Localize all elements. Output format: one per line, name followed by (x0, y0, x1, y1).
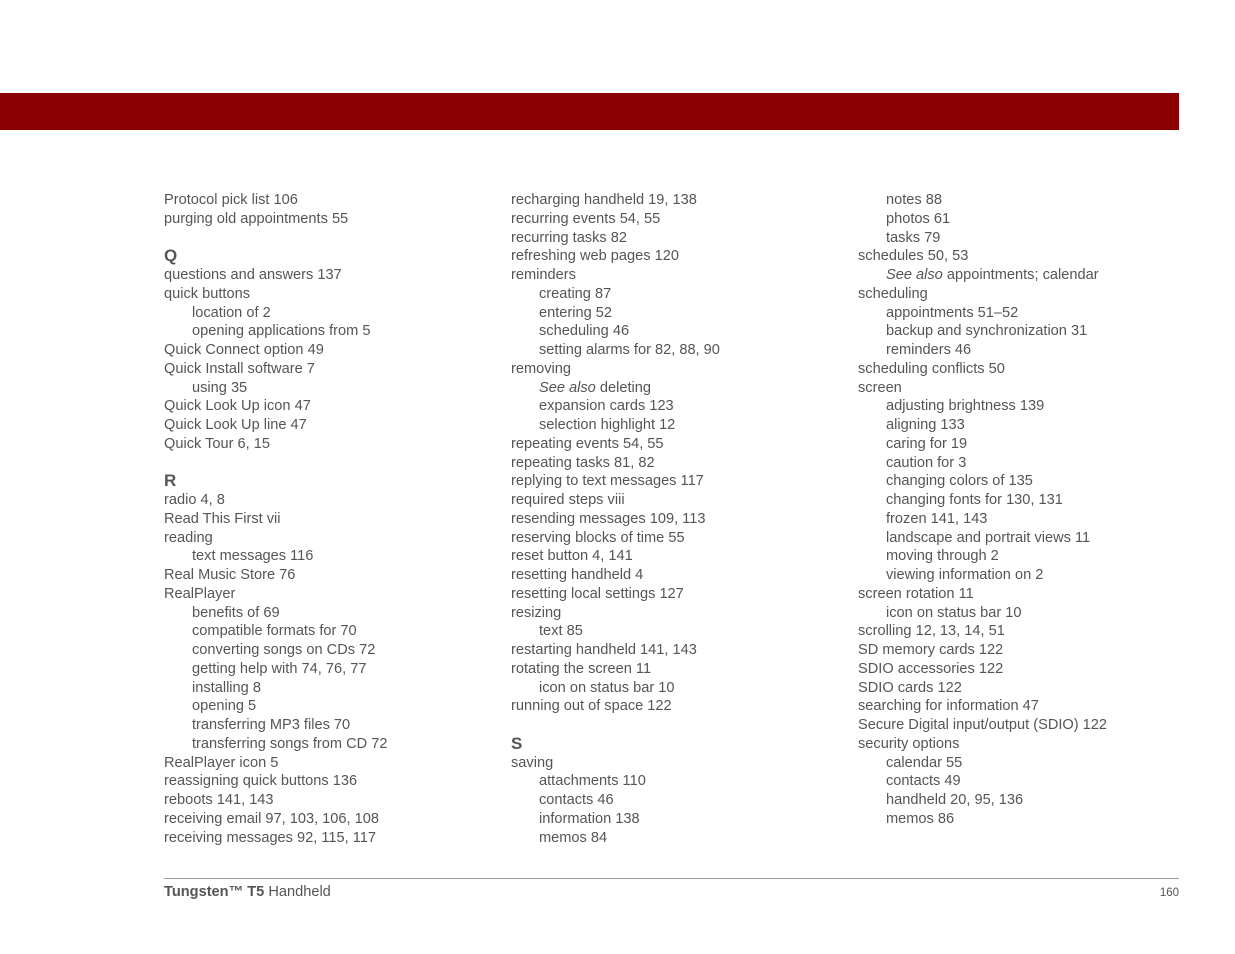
page-number: 160 (1159, 887, 1179, 899)
index-entry: reboots 141, 143 (164, 792, 274, 808)
index-entry: radio 4, 8 (164, 492, 225, 508)
index-subentry: reminders 46 (886, 342, 972, 358)
index-entry: screen rotation 11 (858, 585, 974, 602)
index-entry: quick buttons (164, 285, 250, 302)
index-entry: resending messages 109, 113 (511, 510, 706, 527)
index-subentry: contacts 49 (886, 773, 961, 790)
index-subentry: changing fonts for 130, 131 (886, 492, 1063, 508)
index-subentry (858, 266, 1198, 285)
index-subentry: creating 87 (539, 285, 612, 302)
index-subentry: icon on status bar 10 (886, 604, 1022, 621)
index-subentry: scheduling 46 (539, 323, 630, 340)
index-subentry: transferring MP3 files 70 (192, 717, 351, 733)
index-subentry: converting songs on CDs 72 (192, 642, 376, 658)
index-entry: receiving messages 92, 115, 117 (164, 829, 377, 846)
index-spacer (164, 229, 504, 248)
index-entry: Secure Digital input/output (SDIO) 122 (858, 717, 1108, 733)
index-entry: RealPlayer icon 5 (164, 754, 279, 771)
index-entry: Quick Look Up line 47 (164, 417, 307, 433)
index-entry: recurring tasks 82 (511, 229, 627, 246)
index-entry: running out of space 122 (511, 698, 672, 715)
index-subentry: contacts 46 (539, 792, 614, 808)
index-subentry: getting help with 74, 76, 77 (192, 660, 367, 677)
index-entry: Quick Look Up icon 47 (164, 398, 311, 415)
index-entry: SDIO cards 122 (858, 679, 962, 696)
index-letter-heading: R (164, 471, 177, 491)
index-letter-heading: Q (164, 246, 178, 266)
index-subentry: calendar 55 (886, 754, 963, 771)
index-subentry: transferring songs from CD 72 (192, 735, 388, 752)
index-entry: reset button 4, 141 (511, 548, 633, 565)
index-entry: searching for information 47 (858, 698, 1039, 715)
index-entry: repeating events 54, 55 (511, 435, 664, 452)
index-entry: reading (164, 529, 213, 546)
index-subentry: selection highlight 12 (539, 417, 676, 433)
index-entry: scheduling conflicts 50 (858, 360, 1005, 377)
index-subentry: photos 61 (886, 210, 951, 227)
index-subentry: moving through 2 (886, 548, 999, 565)
index-entry: Protocol pick list 106 (164, 192, 298, 208)
index-subentry: expansion cards 123 (539, 398, 674, 415)
index-subentry: location of 2 (192, 304, 271, 321)
index-entry: recurring events 54, 55 (511, 210, 661, 227)
index-subentry: landscape and portrait views 11 (886, 529, 1091, 546)
index-subentry: caring for 19 (886, 435, 968, 452)
index-entry: recharging handheld 19, 138 (511, 192, 697, 208)
index-subentry: appointments 51–52 (886, 304, 1019, 321)
index-spacer (511, 716, 851, 735)
index-entry: resizing (511, 604, 562, 621)
index-subentry: caution for 3 (886, 454, 967, 471)
index-subentry: backup and synchronization 31 (886, 323, 1088, 340)
index-subentry: installing 8 (192, 679, 261, 696)
index-entry: Quick Install software 7 (164, 360, 315, 377)
index-entry: reserving blocks of time 55 (511, 529, 685, 546)
index-entry: purging old appointments 55 (164, 210, 349, 227)
index-entry-text: appointments; calendar (946, 267, 1099, 283)
index-entry: security options (858, 735, 960, 752)
index-subentry: attachments 110 (539, 773, 646, 790)
index-entry: RealPlayer (164, 585, 236, 602)
index-subentry: opening 5 (192, 698, 257, 715)
index-entry: schedules 50, 53 (858, 248, 969, 265)
index-subentry: benefits of 69 (192, 604, 280, 621)
index-subentry: notes 88 (886, 192, 942, 208)
index-entry: resetting local settings 127 (511, 585, 684, 602)
index-subentry: tasks 79 (886, 229, 941, 246)
index-subentry: adjusting brightness 139 (886, 398, 1045, 415)
header-bar (0, 93, 1179, 130)
see-also-label: See also (539, 379, 596, 396)
index-spacer (164, 454, 504, 473)
index-subentry: memos 86 (886, 810, 955, 827)
index-subentry: entering 52 (539, 304, 613, 321)
index-entry: replying to text messages 117 (511, 473, 704, 490)
index-entry: refreshing web pages 120 (511, 248, 679, 265)
index-entry: Quick Tour 6, 15 (164, 435, 270, 452)
index-entry: repeating tasks 81, 82 (511, 454, 655, 471)
index-entry: SDIO accessories 122 (858, 660, 1004, 677)
index-entry: scrolling 12, 13, 14, 51 (858, 623, 1005, 640)
index-subentry: changing colors of 135 (886, 473, 1033, 490)
footer-title (164, 884, 331, 900)
index-subentry: frozen 141, 143 (886, 510, 988, 527)
index-subentry: information 138 (539, 810, 640, 827)
index-column-3 (858, 191, 1198, 829)
index-subentry: text messages 116 (192, 548, 314, 565)
footer-divider (164, 878, 1179, 879)
index-subentry: icon on status bar 10 (539, 679, 675, 696)
index-entry: scheduling (858, 285, 928, 302)
index-column-1 (164, 191, 504, 847)
index-subentry: using 35 (192, 379, 248, 396)
footer-brand: Tungsten™ T5 (164, 884, 265, 900)
index-entry: Read This First vii (164, 510, 281, 527)
index-subentry: text 85 (539, 623, 583, 640)
index-entry: reassigning quick buttons 136 (164, 773, 358, 790)
index-entry: reminders (511, 267, 576, 283)
index-entry: saving (511, 754, 554, 771)
index-subentry (511, 379, 851, 398)
index-column-2 (511, 191, 851, 847)
see-also-label: See also (886, 267, 943, 283)
footer-product: Handheld (264, 884, 331, 900)
index-entry: rotating the screen 11 (511, 660, 652, 677)
index-entry: required steps viii (511, 492, 625, 508)
index-entry: SD memory cards 122 (858, 642, 1004, 658)
index-entry: screen (858, 379, 902, 396)
index-entry-text: deleting (599, 379, 651, 396)
index-entry: receiving email 97, 103, 106, 108 (164, 810, 379, 827)
index-entry: questions and answers 137 (164, 267, 342, 283)
index-subentry: opening applications from 5 (192, 323, 371, 340)
index-entry: resetting handheld 4 (511, 567, 644, 583)
index-entry: Real Music Store 76 (164, 567, 296, 583)
index-subentry: compatible formats for 70 (192, 623, 357, 640)
index-subentry: memos 84 (539, 829, 608, 846)
index-letter-heading: S (511, 733, 523, 753)
index-entry: removing (511, 360, 572, 377)
index-entry: restarting handheld 141, 143 (511, 642, 697, 658)
index-entry: Quick Connect option 49 (164, 342, 324, 358)
index-subentry: viewing information on 2 (886, 567, 1044, 583)
index-subentry: aligning 133 (886, 417, 965, 433)
index-subentry: setting alarms for 82, 88, 90 (539, 342, 720, 358)
index-subentry: handheld 20, 95, 136 (886, 792, 1024, 808)
